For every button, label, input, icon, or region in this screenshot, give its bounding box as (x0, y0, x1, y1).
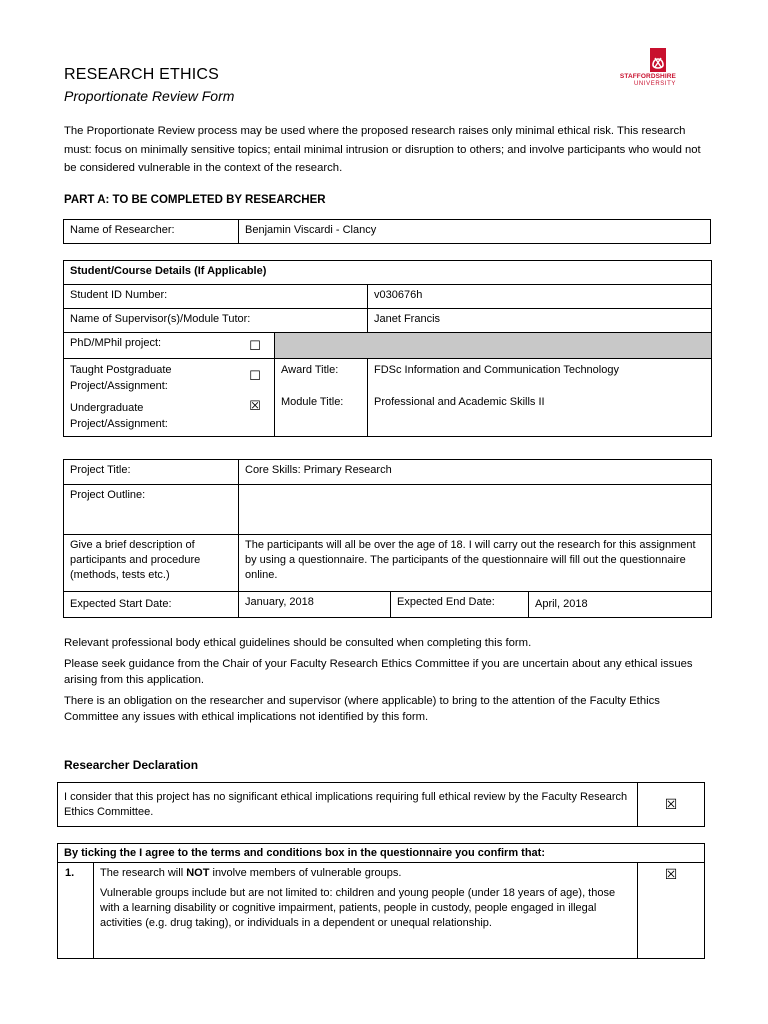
terms-item-checkbox[interactable]: ☒ (638, 863, 705, 959)
researcher-label: Name of Researcher: (64, 220, 239, 244)
form-title: RESEARCH ETHICS (64, 66, 220, 83)
student-details-heading: Student/Course Details (If Applicable) (64, 261, 712, 285)
researcher-declaration-heading: Researcher Declaration (64, 758, 199, 772)
declaration-statement: I consider that this project has no significant ethical implications requiring full ethical review by the Faculty Research Ethics Committee. (58, 783, 638, 827)
terms-item-text (94, 863, 638, 959)
declaration-table (57, 782, 705, 827)
description-label: Give a brief description of participants and procedure (methods, tests etc.) (64, 535, 239, 592)
project-title-label: Project Title: (64, 460, 239, 485)
student-id-field[interactable]: v030676h (368, 285, 712, 309)
guidance-paragraph-1: Relevant professional body ethical guidelines should be consulted when completing this form. (64, 637, 532, 649)
declaration-checkbox[interactable]: ☒ (638, 783, 705, 827)
taught-postgraduate-label: Taught Postgraduate Project/Assignment: (70, 364, 172, 392)
award-title-field[interactable]: FDSc Information and Communication Technology (374, 364, 619, 376)
project-table (63, 459, 712, 618)
form-subtitle: Proportionate Review Form (64, 88, 235, 104)
project-outline-label: Project Outline: (64, 485, 239, 535)
staffordshire-knot-icon (650, 48, 666, 72)
guidance-paragraph-3: There is an obligation on the researcher and supervisor (where applicable) to bring to the attention of the Faculty Ethics Committee any issues with ethical implications not identified by this form. (64, 695, 660, 723)
phd-label: PhD/MPhil project: (64, 333, 237, 359)
researcher-table (63, 219, 711, 244)
phd-shaded-cell (275, 333, 712, 359)
logo-university: UNIVERSITY (633, 81, 676, 87)
end-date-label: Expected End Date: (391, 592, 529, 618)
student-details-table (63, 260, 712, 437)
description-field[interactable]: The participants will all be over the age of 18. I will carry out the research for this assignment by using a questionnaire. The participants of the questionnaire will fill out the questionnaire online. (239, 535, 712, 592)
terms-item-number: 1. (58, 863, 94, 959)
intro-paragraph: The Proportionate Review process may be used where the proposed research raises only minimal ethical risk. This research must: focus on minimally sensitive topics; entail minimal intrusion or disruption to others; and involve participants who would not be considered vulnerable in the context of the research. (64, 125, 701, 174)
award-title-label: Award Title: (281, 364, 339, 376)
project-outline-field[interactable] (239, 485, 712, 535)
supervisor-label: Name of Supervisor(s)/Module Tutor: (64, 309, 368, 333)
undergraduate-checkbox[interactable]: ☒ (249, 398, 261, 413)
terms-item-detail: Vulnerable groups include but are not limited to: children and young people (under 18 years of age), those with a learning disability or cognitive impairment, patients, people in custody, people engaged in illegal activities (e.g. drug taking), or individuals in a dependent or unequal relationship. (100, 887, 616, 929)
guidance-paragraph-2: Please seek guidance from the Chair of your Faculty Research Ethics Committee if you are uncertain about any ethical issues arising from this application. (64, 658, 693, 686)
phd-checkbox[interactable]: ☐ (236, 333, 275, 359)
terms-item-line-post: involve members of vulnerable groups. (209, 867, 402, 879)
logo-name: STAFFORDSHIRE (619, 73, 676, 80)
terms-heading: By ticking the I agree to the terms and conditions box in the questionnaire you confirm that: (58, 844, 705, 863)
university-logo (606, 48, 676, 92)
start-date-label: Expected Start Date: (64, 592, 239, 618)
researcher-name-field[interactable]: Benjamin Viscardi - Clancy (239, 220, 711, 244)
undergraduate-label: Undergraduate Project/Assignment: (70, 402, 168, 430)
student-id-label: Student ID Number: (64, 285, 368, 309)
supervisor-field[interactable]: Janet Francis (368, 309, 712, 333)
project-title-field[interactable]: Core Skills: Primary Research (239, 460, 712, 485)
end-date-field[interactable]: April, 2018 (529, 592, 712, 618)
module-title-label: Module Title: (281, 396, 344, 408)
terms-table (57, 843, 705, 959)
start-date-field[interactable]: January, 2018 (239, 592, 391, 618)
module-title-field[interactable]: Professional and Academic Skills II (374, 396, 545, 408)
part-a-heading: PART A: TO BE COMPLETED BY RESEARCHER (64, 194, 326, 206)
terms-item-line-bold: NOT (186, 867, 210, 879)
terms-item-line-pre: The research will (100, 867, 187, 879)
taught-postgraduate-checkbox[interactable]: ☐ (249, 368, 261, 383)
